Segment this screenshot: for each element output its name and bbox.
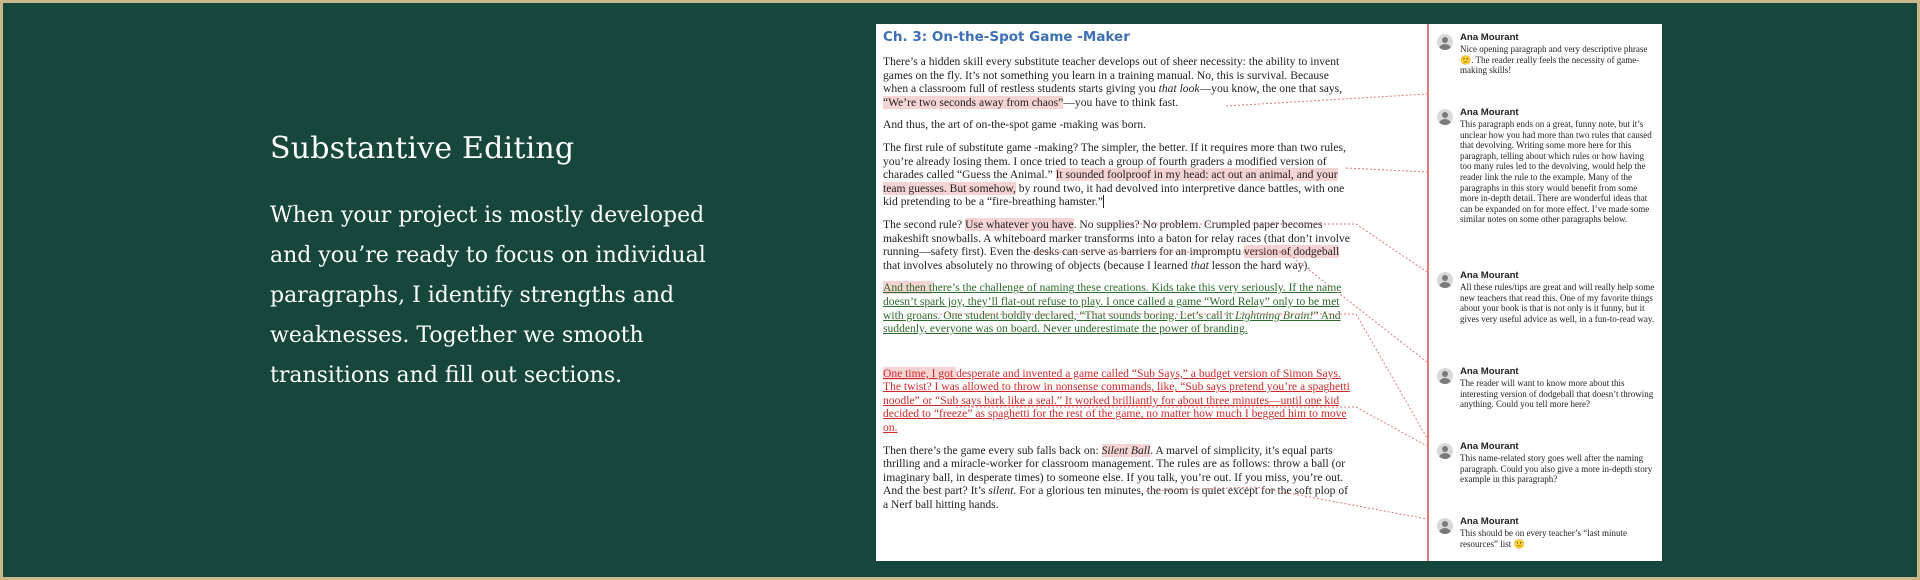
comment-text: The reader will want to know more about this interesting version of dodgeball that doesn’t throwing anything. Could you tell more here? xyxy=(1460,378,1654,410)
avatar xyxy=(1437,518,1453,534)
text-run: that involves absolutely no throwing of objects (because I learned xyxy=(883,258,1191,272)
comment-text: This should be on every teacher’s “last minute resources” list 🙂 xyxy=(1460,528,1628,549)
paragraph-5-tracked-insert xyxy=(883,281,1353,335)
comment-highlight[interactable]: And then t xyxy=(883,281,932,295)
paragraph-2: And thus, the art of on-the-spot game -making was born. xyxy=(883,118,1147,132)
text-run: by round two, it had devolved into interpretive dance battles, with one kid pretending to be a “fire-breathing hamster.” xyxy=(883,181,1345,209)
comment-author: Ana Mourant xyxy=(1460,107,1519,118)
comment-highlight[interactable]: One time, I got xyxy=(883,366,957,380)
comment-highlight[interactable]: Use whatever you have xyxy=(965,217,1074,231)
text-run: lesson the hard way). xyxy=(1208,258,1311,272)
text-run: The second rule? xyxy=(883,217,966,231)
comment-author: Ana Mourant xyxy=(1460,366,1519,377)
text-run: desperate and invented a game called “Sub Says,” a budget version of Simon Says. The twist? I was allowed to throw in nonsense commands, like, “Sub says pretend you’re a spaghetti noodle” or “Sub says bark like a seal.” It worked brilliantly for about three minutes—until one kid decided to “freeze” as spaghetti for the rest of the game, no matter how much I begged him to move on. xyxy=(883,366,1350,435)
text-run: ” And suddenly, everyone was on board. Never underestimate the power of branding. xyxy=(883,308,1341,336)
comment-highlight[interactable]: Silent Ball xyxy=(1101,443,1151,457)
comment-highlight[interactable]: “We’re two seconds away from chaos” xyxy=(883,95,1064,109)
avatar xyxy=(1437,34,1453,50)
text-run: There’s a hidden skill every substitute teacher develops out of sheer necessity: the ability to invent games on the fly. It’s not something you learn in a training manual. No, this is survival. Because when a classroom full of restless students starts giving you xyxy=(883,55,1340,96)
paragraph-1 xyxy=(883,55,1353,109)
text-run: . For a glorious ten minutes, the room is quiet except for the soft plop of a Nerf ball hitting hands. xyxy=(883,484,1348,512)
intro-body: When your project is mostly developed and you’re ready to focus on individual paragraphs, I identify strengths and weaknesses. Together we smooth transitions and fill out sections. xyxy=(270,203,706,388)
comment-text: Nice opening paragraph and very descriptive phrase 🙂. The reader really feels the necessity of game-making skills! xyxy=(1460,44,1648,76)
paragraph-spacer xyxy=(883,345,1353,367)
paragraph-4 xyxy=(883,218,1353,272)
comment-margin-divider xyxy=(1427,24,1429,561)
avatar xyxy=(1437,368,1453,384)
text-run: Then there’s the game every sub falls back on: xyxy=(883,443,1102,457)
document-screenshot xyxy=(876,24,1662,561)
comment-highlight[interactable]: version of dodgeball xyxy=(1243,245,1340,259)
text-run: The first rule of substitute game -making? The simpler, the better. If it requires more than two rules, you’re already losing them. I once tried to teach a group of fourth graders a modified version of charades called “Guess the Animal.” xyxy=(883,140,1346,182)
avatar xyxy=(1437,109,1453,125)
text-run: that xyxy=(1190,258,1209,272)
comment-author: Ana Mourant xyxy=(1460,32,1519,43)
intro-heading: Substantive Editing xyxy=(270,131,575,166)
comment-text: This paragraph ends on a great, funny note, but it’s unclear how you had more than two rules that caused that devolving. Writing some more here for this paragraph, telling about which rules or how having too many rules led to the devolving, would help the reader link the rule to the example. Many of the paragraphs in this story would benefit from some more in-depth detail. There are wonderful ideas that can be expanded on for more effect. I’ve made some similar notes on some other paragraphs below. xyxy=(1460,119,1652,225)
paragraph-6-tracked-move xyxy=(883,367,1353,435)
text-run: . A marvel of simplicity, it’s equal parts thrilling and a miracle-worker for classroom management. The rules are as follows: throw a ball (or imaginary ball, in desperate times) to someone else. If you talk, you’re out. If you miss, you’re out. And the best part? It’s xyxy=(883,443,1346,498)
comment-author: Ana Mourant xyxy=(1460,516,1519,527)
document-title: Ch. 3: On-the-Spot Game -Maker xyxy=(883,29,1130,45)
intro-panel xyxy=(270,131,750,396)
comment-author: Ana Mourant xyxy=(1460,270,1519,281)
slide-background xyxy=(3,3,1917,577)
comment-highlight[interactable]: It sounded foolproof in my head: act out an animal, and your team guesses. But somehow, xyxy=(883,168,1338,195)
connector-line xyxy=(1346,168,1427,172)
text-run: that look xyxy=(1158,82,1200,96)
comment-author: Ana Mourant xyxy=(1460,441,1519,452)
paragraph-7 xyxy=(883,444,1353,512)
avatar xyxy=(1437,443,1453,459)
text-run: Lightning Brain! xyxy=(1234,308,1314,322)
text-run: here’s the challenge of naming these creations. Kids take this very seriously. If the name doesn’t spark joy, they’ll flat-out refuse to play. I once called a game “Word Relay” only to be met with groans. One student boldly declared, “That sounds boring. Let’s call it xyxy=(883,281,1342,322)
paragraph-3 xyxy=(883,141,1353,209)
document-body xyxy=(883,24,1353,521)
text-run: silent xyxy=(988,484,1014,498)
text-run: —you have to think fast. xyxy=(1063,95,1179,109)
text-run: . No supplies? No problem. Crumpled paper becomes makeshift snowballs. A whiteboard marker transforms into a baton for relay races (that don’t involve running—safety first). Even the desks can serve as barriers for an impromptu xyxy=(883,217,1350,259)
avatar xyxy=(1437,272,1453,288)
text-run: —you know, the one that says, xyxy=(1199,82,1343,96)
comment-text: All these rules/tips are great and will really help some new teachers that read this. One of my favorite things about your book is that is not only is it funny, but it gives very useful advice as well, in a fun-to-read way. xyxy=(1460,282,1655,324)
comment-text: This name-related story goes well after the naming paragraph. Could you also give a more in-depth story example in this paragraph? xyxy=(1460,453,1653,485)
